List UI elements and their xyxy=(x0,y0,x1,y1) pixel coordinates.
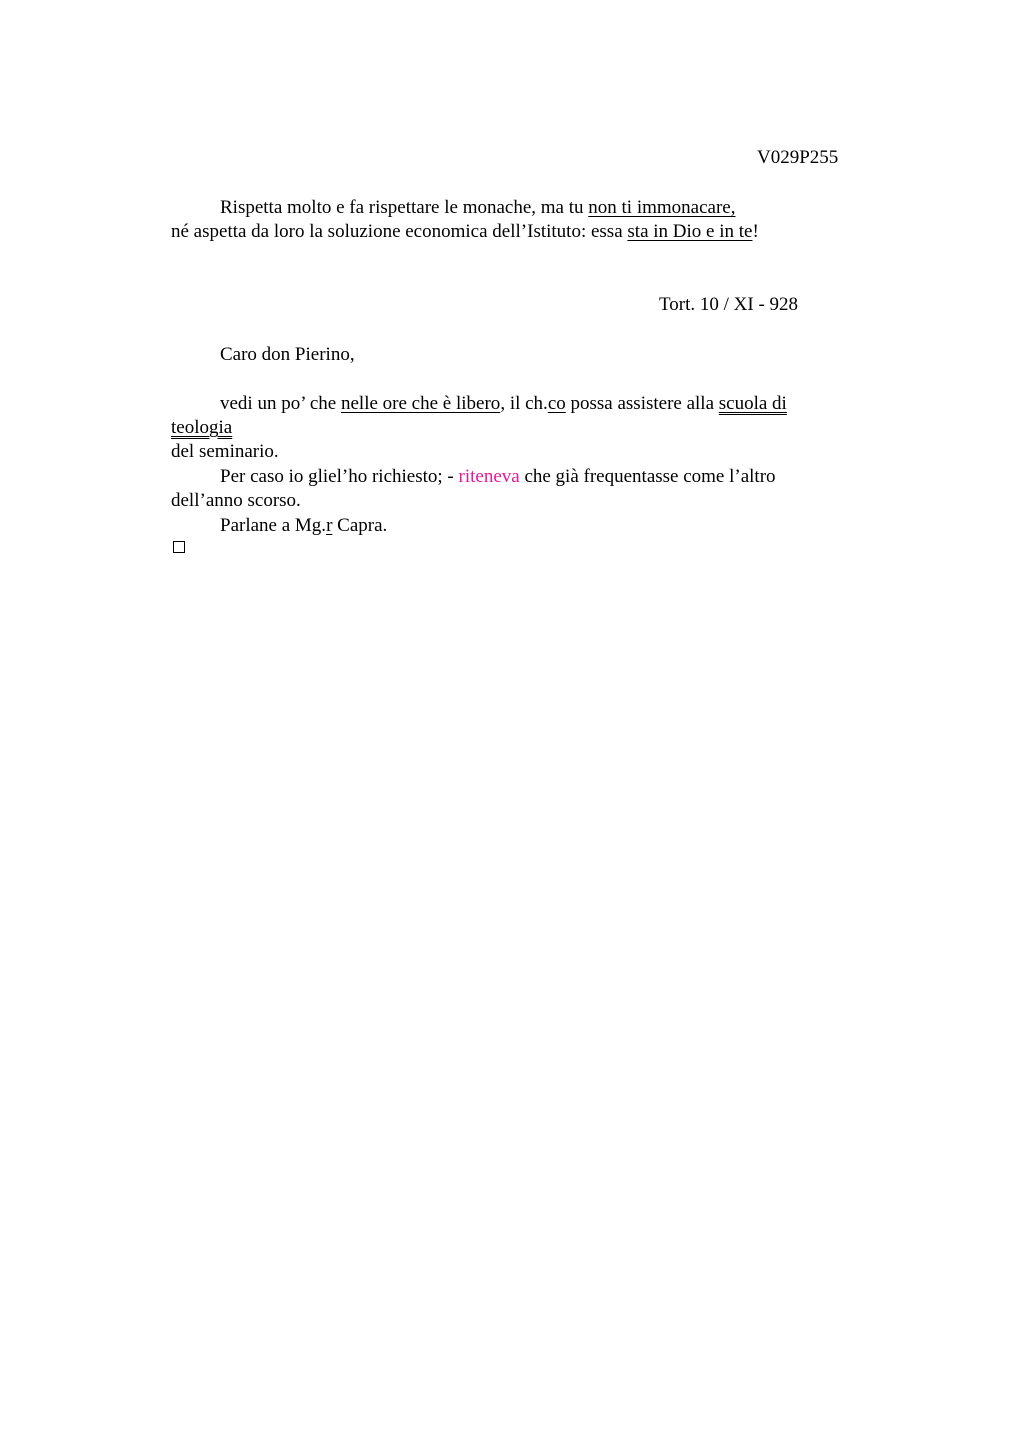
text-run: possa assistere alla xyxy=(565,393,719,414)
paragraph-3-line-2: dell’anno scorso. xyxy=(171,490,301,511)
text-run: Rispetta molto e fa rispettare le monache, ma tu xyxy=(220,197,589,218)
empty-checkbox-icon xyxy=(173,541,185,553)
page-code: V029P255 xyxy=(757,147,839,168)
underlined-text: r xyxy=(326,515,333,536)
paragraph-1-line-2 xyxy=(171,220,759,244)
underlined-text: sta in Dio e in te xyxy=(627,221,753,242)
paragraph-3-line-1 xyxy=(220,465,776,489)
text-run: né aspetta da loro la soluzione economica dell’Istituto: essa xyxy=(171,221,628,242)
underlined-text: non ti immonacare, xyxy=(588,197,736,218)
paragraph-2-line-2 xyxy=(171,416,232,440)
underlined-text: nelle ore che è libero xyxy=(341,393,501,414)
text-run: ! xyxy=(752,221,759,242)
double-underlined-text: scuola di xyxy=(718,393,787,414)
text-run: Parlane a Mg. xyxy=(220,515,327,536)
text-run: Per caso io gliel’ho richiesto; - xyxy=(220,466,459,487)
text-run: vedi un po’ che xyxy=(220,393,341,414)
text-run: Capra. xyxy=(332,515,388,536)
underlined-text: co xyxy=(547,393,566,414)
salutation: Caro don Pierino, xyxy=(220,344,355,365)
paragraph-2-line-1 xyxy=(220,392,787,416)
double-underlined-text: teologia xyxy=(171,417,233,438)
text-run: che già frequentasse come l’altro xyxy=(519,466,776,487)
paragraph-2-line-3: del seminario. xyxy=(171,441,279,462)
paragraph-4 xyxy=(220,514,387,538)
text-run: , il ch. xyxy=(500,393,548,414)
dateline: Tort. 10 / XI - 928 xyxy=(659,294,799,315)
paragraph-1-line-1 xyxy=(220,196,735,220)
highlighted-text: riteneva xyxy=(458,466,520,487)
